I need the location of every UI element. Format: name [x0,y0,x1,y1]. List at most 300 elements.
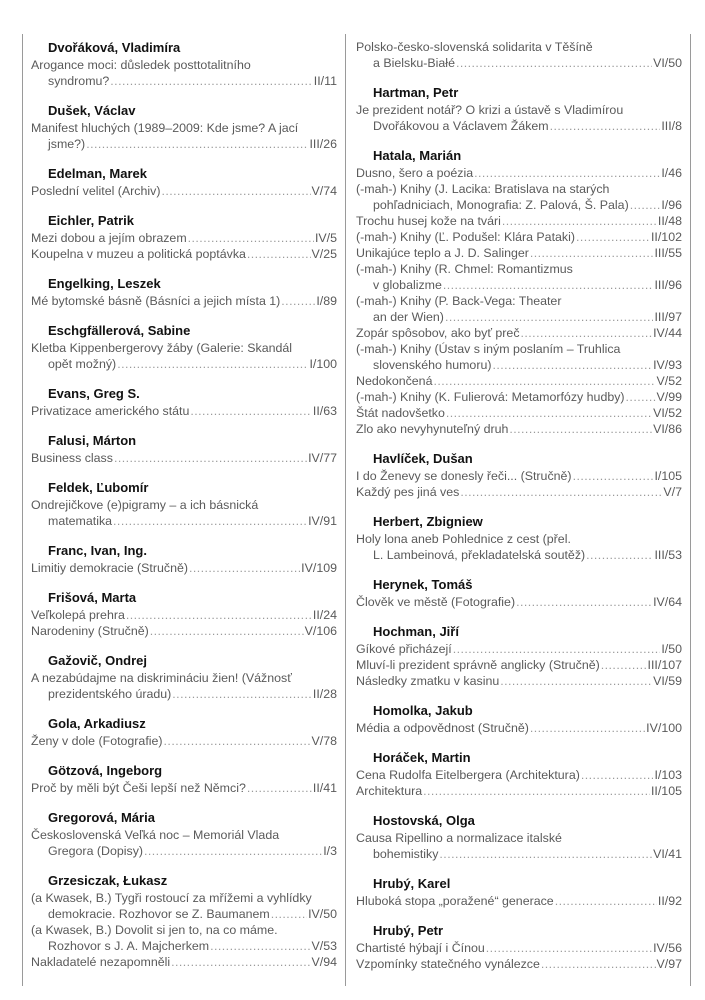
article-title-line [31,293,337,309]
author-name: Herynek, Tomáš [373,577,473,592]
page-reference: V/94 [311,955,337,969]
article-entry [356,213,682,229]
article-title-line [31,356,337,372]
article-title-text: Veľkolepá prehra [31,608,125,622]
article-entry [31,340,337,372]
dot-leader [150,623,304,639]
article-entry [356,39,682,71]
article-title-line: Československá Veľká noc – Memoriál Vlada [31,828,280,842]
article-title-text: opět možný) [48,357,117,371]
author-entry [31,589,337,639]
dot-leader [117,356,308,372]
article-entry [356,767,682,783]
dot-leader [114,450,307,466]
article-entry [356,373,682,389]
author-entry [31,165,337,199]
article-entry [356,641,682,657]
article-title-line: A nezabúdajme na diskrimináciu žien! (Vážnosť [31,671,292,685]
author-entry [356,875,682,909]
article-title-text: Zopár spôsobov, ako byť preč [356,326,520,340]
article-title-line [31,230,337,246]
article-title-line [356,197,682,213]
article-entry [356,657,682,673]
author-entry [356,450,682,500]
dot-leader [271,906,307,922]
dot-leader [433,373,655,389]
article-title-text: Média a odpovědnost (Stručně) [356,721,529,735]
article-entry [356,468,682,484]
dot-leader [630,197,661,213]
author-entry [31,39,337,89]
article-title-text: L. Lambeinová, překladatelská soutěž) [373,548,586,562]
article-title-line [31,686,337,702]
article-title-text: v globalizme [373,278,442,292]
article-title-text: Cena Rudolfa Eitelbergera (Architektura) [356,768,580,782]
author-entry [356,812,682,862]
article-entry [31,120,337,152]
article-title-text: Privatizace amerického státu [31,404,190,418]
article-title-text: Hluboká stopa „poražené“ generace [356,894,554,908]
page-reference: V/25 [311,247,337,261]
article-title-text: Nedokončená [356,374,433,388]
article-title-line [356,118,682,134]
author-name: Dvořáková, Vladimíra [48,40,181,55]
dot-leader [460,484,662,500]
article-title-text: an der Wien) [373,310,444,324]
page-reference: V/106 [304,624,337,638]
page-reference: II/92 [657,894,682,908]
article-title-text: Následky zmatku v kasinu [356,674,500,688]
page-reference: II/28 [312,687,337,701]
page-reference: III/53 [654,548,682,562]
page-reference: III/26 [309,137,337,151]
article-title-line [356,325,682,341]
article-entry [31,57,337,89]
article-title-text: syndromu? [48,74,110,88]
article-title-line [356,357,682,373]
dot-leader [247,780,312,796]
dot-leader [601,657,647,673]
dot-leader [190,403,311,419]
article-entry [356,245,682,261]
page-reference: II/48 [657,214,682,228]
article-entry [31,780,337,796]
article-title-text: Architektura [356,784,423,798]
article-entry [31,230,337,246]
article-entry [31,607,337,623]
author-entry [31,275,337,309]
page-reference: IV/109 [301,561,337,575]
author-name: Edelman, Marek [48,166,147,181]
article-title-line [31,906,337,922]
article-title-line: Holy lona aneb Pohlednice z cest (přel. [356,532,571,546]
article-entry [356,261,682,293]
article-entry [31,183,337,199]
article-title-text: jsme?) [48,137,86,151]
article-title-line [31,938,337,954]
article-title-line [356,893,682,909]
page-reference: III/107 [647,658,682,672]
dot-leader [486,940,652,956]
page-reference: II/11 [313,74,337,88]
article-title-line: (a Kwasek, B.) Tygři rostoucí za mřížemi a vyhlídky [31,891,312,905]
article-title-text: pohľadniciach, Monografia: Z. Palová, Š. Pala) [373,198,629,212]
dot-leader [144,843,322,859]
article-title-line [31,623,337,639]
author-name: Eschgfällerová, Sabine [48,323,191,338]
right-border-rule [690,34,691,986]
dot-leader [530,720,645,736]
article-title-line [31,403,337,419]
article-title-line [356,673,682,689]
article-title-text: Štát nadovšetko [356,406,445,420]
article-title-line [356,484,682,500]
article-title-line: (-mah-) Knihy (P. Back-Vega: Theater [356,294,562,308]
author-entry [31,809,337,859]
article-title-text: Člověk ve městě (Fotografie) [356,595,516,609]
author-entry [31,212,337,262]
page-reference: IV/5 [314,231,337,245]
dot-leader [530,245,654,261]
dot-leader [210,938,310,954]
article-title-line [356,245,682,261]
page-reference: IV/77 [308,451,337,465]
dot-leader [474,165,660,181]
page-reference: IV/93 [653,358,682,372]
article-title-line [356,229,682,245]
dot-leader [110,73,313,89]
article-title-line [356,767,682,783]
article-title-line [31,246,337,262]
article-entry [356,594,682,610]
page-reference: III/55 [654,246,682,260]
article-entry [356,956,682,972]
dot-leader [189,560,300,576]
author-entry [356,39,682,71]
article-title-line [31,560,337,576]
author-name: Havlíček, Dušan [373,451,473,466]
page-reference: I/50 [661,642,682,656]
author-name: Dušek, Václav [48,103,136,118]
dot-leader [456,55,652,71]
page-reference: III/96 [654,278,682,292]
article-entry [356,165,682,181]
page-reference: I/3 [323,844,337,858]
article-title-line: Manifest hluchých (1989–2009: Kde jsme? A jací [31,121,299,135]
author-name: Eichler, Patrik [48,213,134,228]
article-entry [356,484,682,500]
page-reference: I/96 [661,198,682,212]
article-entry [356,783,682,799]
article-title-line [31,843,337,859]
page-reference: I/100 [309,357,337,371]
article-entry [31,293,337,309]
page-reference: II/63 [312,404,337,418]
author-entry [356,702,682,736]
author-entry [31,479,337,529]
article-title-line: (-mah-) Knihy (J. Lacika: Bratislava na starých [356,182,610,196]
article-title-line [356,594,682,610]
index-column-right [356,34,682,972]
article-title-line [31,513,337,529]
author-name: Gregorová, Mária [48,810,155,825]
article-title-text: Nakladatelé nezapomněli [31,955,171,969]
article-title-line [356,783,682,799]
page-reference: V/74 [311,184,337,198]
article-entry [356,720,682,736]
author-entry [31,872,337,970]
article-title-line [356,55,682,71]
dot-leader [573,468,654,484]
article-title-line [356,165,682,181]
article-title-text: I do Ženevy se donesly řeči... (Stručně) [356,469,572,483]
dot-leader [541,956,656,972]
article-title-line [356,657,682,673]
article-title-text: Narodeniny (Stručně) [31,624,149,638]
article-title-text: Vzpomínky statečného vynálezce [356,957,540,971]
page-reference: VI/86 [653,422,682,436]
page-reference: IV/100 [646,721,682,735]
article-title-text: Poslední velitel (Archiv) [31,184,161,198]
article-title-text: Business class [31,451,113,465]
article-title-text: Každý pes jiná ves [356,485,460,499]
article-title-line: Ondrejičkove (e)pigramy – a ich básnická [31,498,259,512]
dot-leader [247,246,311,262]
article-title-text: prezidentského úradu) [48,687,172,701]
article-title-line: Causa Ripellino a normalizace italské [356,831,562,845]
author-entry [356,623,682,689]
article-entry [31,560,337,576]
page-reference: IV/50 [308,907,337,921]
article-title-line [356,213,682,229]
author-entry [356,84,682,134]
article-entry [356,830,682,862]
author-entry [356,749,682,799]
article-title-text: matematika [48,514,113,528]
dot-leader [86,136,308,152]
dot-leader [423,783,650,799]
page-reference: I/105 [654,469,682,483]
author-entry [356,147,682,437]
dot-leader [443,277,654,293]
article-entry [356,405,682,421]
dot-leader [281,293,315,309]
dot-leader [492,357,652,373]
author-name: Grzesiczak, Łukasz [48,873,168,888]
dot-leader [446,405,652,421]
article-title-text: Mezi dobou a jejím obrazem [31,231,187,245]
article-title-text: Mluví-li prezident správně anglicky (Stručně) [356,658,600,672]
dot-leader [164,733,311,749]
article-entry [356,293,682,325]
author-entry [356,513,682,563]
author-entry [356,576,682,610]
article-entry [356,102,682,134]
page-reference: V/52 [656,374,682,388]
page-reference: V/78 [311,734,337,748]
article-entry [31,403,337,419]
article-title-text: (-mah-) Knihy (K. Fulierová: Metamorfózy hudby) [356,390,625,404]
article-title-line [356,389,682,405]
article-title-line: Arogance moci: důsledek posttotalitního [31,58,251,72]
article-entry [356,531,682,563]
author-name: Götzová, Ingeborg [48,763,163,778]
article-title-line [356,421,682,437]
article-title-line [31,733,337,749]
index-column-left [31,34,337,970]
article-title-text: Trochu husej kože na tvári [356,214,501,228]
article-entry [31,670,337,702]
article-entry [31,246,337,262]
author-name: Hrubý, Karel [373,876,451,891]
dot-leader [576,229,650,245]
column-divider-rule [345,34,346,986]
article-title-text: demokracie. Rozhovor se Z. Baumanem [48,907,270,921]
dot-leader [502,213,657,229]
author-name: Horáček, Martin [373,750,471,765]
article-title-line [356,641,682,657]
article-title-line [31,607,337,623]
dot-leader [586,547,653,563]
author-entry [31,432,337,466]
article-title-text: Proč by měli být Češi lepší než Němci? [31,781,246,795]
page-reference: III/97 [654,310,682,324]
article-title-text: Gregora (Dopisy) [48,844,144,858]
author-name: Feldek, Ľubomír [48,480,149,495]
article-entry [356,325,682,341]
article-title-line [31,183,337,199]
article-title-text: slovenského humoru) [373,358,492,372]
article-title-line [356,940,682,956]
article-entry [356,421,682,437]
article-entry [31,922,337,954]
dot-leader [172,686,312,702]
page-reference: I/46 [661,166,682,180]
article-title-text: Unikajúce teplo a J. D. Salinger [356,246,529,260]
dot-leader [555,893,657,909]
article-title-line [31,954,337,970]
author-name: Gažovič, Ondrej [48,653,147,668]
author-entry [31,715,337,749]
dot-leader [445,309,654,325]
page-reference: IV/64 [653,595,682,609]
article-title-line [356,720,682,736]
author-name: Hostovská, Olga [373,813,475,828]
page-reference: IV/91 [308,514,337,528]
dot-leader [171,954,310,970]
dot-leader [550,118,661,134]
dot-leader [509,421,652,437]
article-entry [31,827,337,859]
page-reference: I/103 [654,768,682,782]
article-title-text: Ženy v dole (Fotografie) [31,734,163,748]
article-title-text: Koupelna v muzeu a politická poptávka [31,247,246,261]
article-entry [356,181,682,213]
dot-leader [188,230,314,246]
dot-leader [581,767,654,783]
page-reference: VI/59 [653,674,682,688]
article-entry [31,890,337,922]
article-title-text: Rozhovor s J. A. Majcherkem [48,939,210,953]
article-title-text: Limitiy demokracie (Stručně) [31,561,188,575]
dot-leader [521,325,653,341]
article-title-text: Dvořákovou a Václavem Žákem [373,119,549,133]
article-entry [356,341,682,373]
article-title-line [356,405,682,421]
article-title-text: bohemistiky [373,847,439,861]
author-name: Frišová, Marta [48,590,137,605]
author-entry [31,385,337,419]
article-title-text: Gíkové přicházejí [356,642,452,656]
article-title-line [356,956,682,972]
page-reference: IV/56 [653,941,682,955]
author-entry [31,102,337,152]
author-entry [31,542,337,576]
article-entry [31,954,337,970]
dot-leader [626,389,656,405]
article-title-line [31,136,337,152]
author-name: Gola, Arkadiusz [48,716,146,731]
author-name: Falusi, Márton [48,433,137,448]
dot-leader [500,673,652,689]
article-title-line [356,846,682,862]
article-entry [356,389,682,405]
article-entry [31,450,337,466]
dot-leader [516,594,652,610]
article-title-line: Polsko-česko-slovenská solidarita v Těšíně [356,40,593,54]
page-reference: VI/52 [653,406,682,420]
page-reference: II/105 [650,784,682,798]
page-reference: V/97 [656,957,682,971]
article-title-text: Chartisté hýbají i Čínou [356,941,485,955]
page-reference: VI/50 [653,56,682,70]
article-entry [356,893,682,909]
page-reference: V/7 [663,485,682,499]
article-title-line: Je prezident notář? O krizi a ústavě s Vladimírou [356,103,624,117]
article-title-line: (a Kwasek, B.) Dovolit si jen to, na co máme. [31,923,278,937]
author-name: Hatala, Marián [373,148,462,163]
article-title-line [356,468,682,484]
dot-leader [161,183,310,199]
author-entry [31,652,337,702]
page-reference: III/8 [661,119,682,133]
article-title-line [356,309,682,325]
article-title-text: Zlo ako nevyhynuteľný druh [356,422,509,436]
page-reference: I/89 [316,294,337,308]
left-border-rule [22,34,23,986]
article-entry [31,497,337,529]
article-title-text: (-mah-) Knihy (Ľ. Podušel: Klára Pataki) [356,230,575,244]
article-title-text: Mé bytomské básně (Básníci a jejich místa 1) [31,294,281,308]
author-entry [31,762,337,796]
author-name: Franc, Ivan, Ing. [48,543,147,558]
article-title-line: (-mah-) Knihy (R. Chmel: Romantizmus [356,262,573,276]
article-title-line [356,277,682,293]
author-name: Hochman, Jiří [373,624,459,639]
author-name: Hartman, Petr [373,85,459,100]
page-reference: V/53 [311,939,337,953]
author-name: Homolka, Jakub [373,703,473,718]
article-title-line: Kletba Kippenbergerovy žáby (Galerie: Skandál [31,341,293,355]
dot-leader [453,641,661,657]
page-reference: II/41 [312,781,337,795]
article-title-line [31,780,337,796]
author-entry [31,322,337,372]
page-reference: IV/44 [653,326,682,340]
article-entry [356,229,682,245]
article-title-line [356,547,682,563]
author-name: Herbert, Zbigniew [373,514,483,529]
